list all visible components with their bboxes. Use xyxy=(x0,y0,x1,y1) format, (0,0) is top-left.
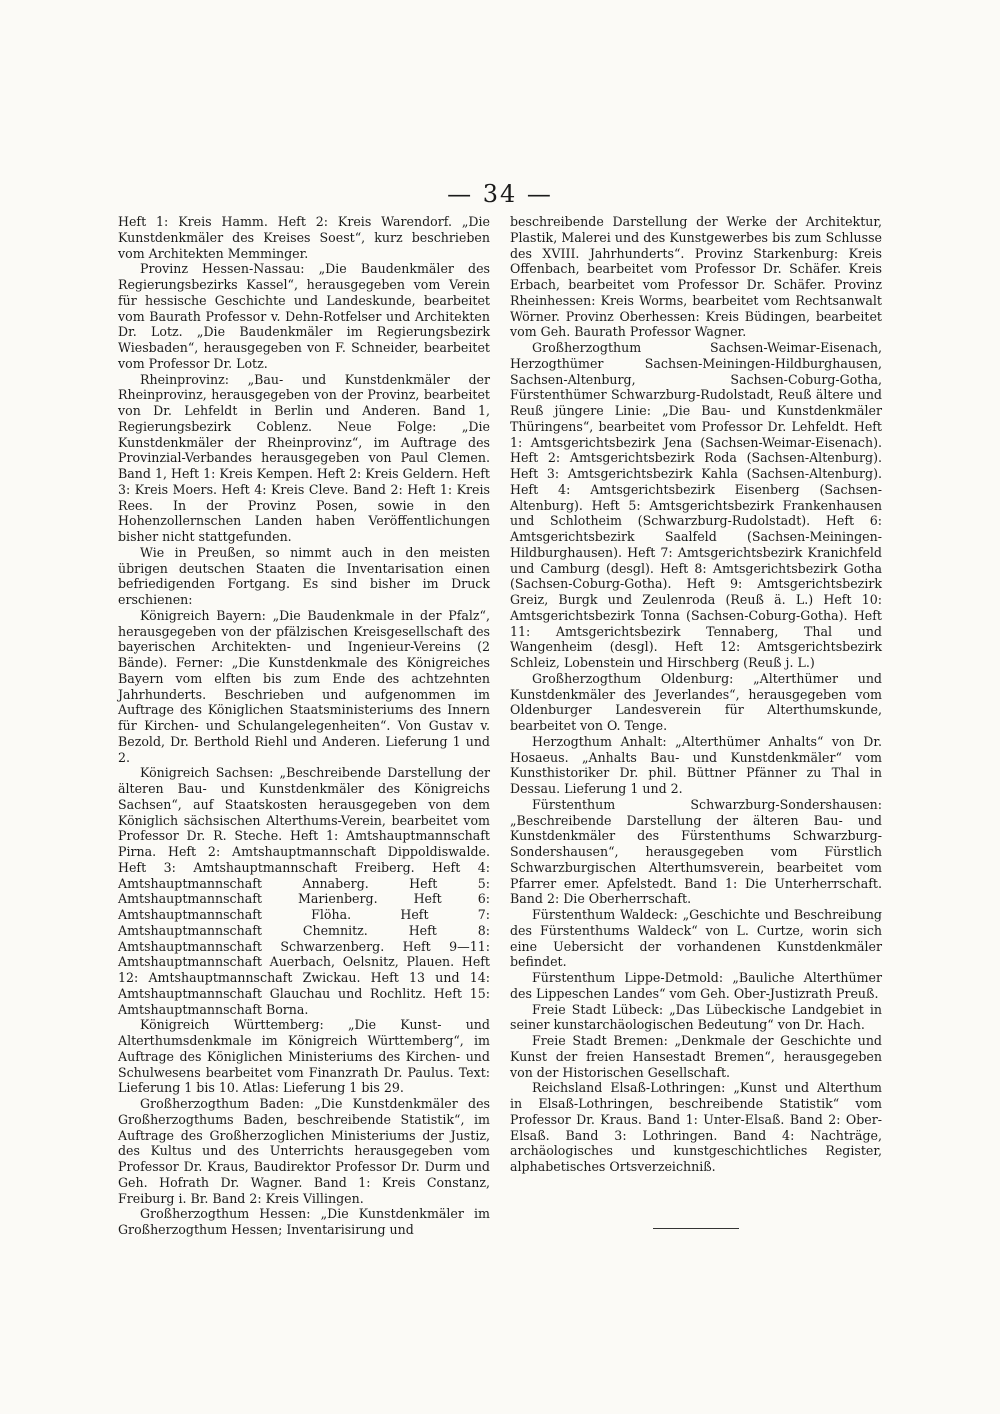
paragraph: Königreich Württemberg: „Die Kunst- und Alterthumsdenkmale im Königreich Württemberg“, im Auftrage des Königlichen Ministeriums des Kirchen- und Schulwesens bearbeitet vom Finanzrath Dr. Paulus. Text: Lieferung 1 bis 10. Atlas: Lieferung 1 bis 29. xyxy=(118,1017,490,1096)
end-rule xyxy=(653,1228,739,1229)
paragraph: beschreibende Darstellung der Werke der Architektur, Plastik, Malerei und des Kunstgewerbes bis zum Schlusse des XVIII. Jahrhunderts“. Provinz Starkenburg: Kreis Offenbach, bearbeitet vom Professor Dr. Schäfer. Kreis Erbach, bearbeitet vom Professor Dr. Schäfer. Provinz Rheinhessen: Kreis Worms, bearbeitet vom Rechtsanwalt Wörner. Provinz Oberhessen: Kreis Büdingen, bearbeitet vom Geh. Baurath Professor Wagner. xyxy=(510,214,882,340)
paragraph: Fürstenthum Waldeck: „Geschichte und Beschreibung des Fürstenthums Waldeck“ von L. Curtze, worin sich eine Uebersicht der vorhandenen Kunstdenkmäler befindet. xyxy=(510,907,882,970)
paragraph: Rheinprovinz: „Bau- und Kunstdenkmäler der Rheinprovinz, herausgegeben von der Provinz, bearbeitet von Dr. Lehfeldt in Berlin und Anderen. Band 1, Regierungsbezirk Coblenz. Neue Folge: „Die Kunstdenkmäler der Rheinprovinz“, im Auftrage des Provinzial-Verbandes herausgegeben von Paul Clemen. Band 1, Heft 1: Kreis Kempen. Heft 2: Kreis Geldern. Heft 3: Kreis Moers. Heft 4: Kreis Cleve. Band 2: Heft 1: Kreis Rees. In der Provinz Posen, sowie in den Hohenzollernschen Landen haben Veröffentlichungen bisher nicht stattgefunden. xyxy=(118,371,490,544)
paragraph: Großherzogthum Hessen: „Die Kunstdenkmäler im Großherzogthum Hessen; Inventarisirung und xyxy=(118,1206,490,1237)
paragraph: Großherzogthum Sachsen-Weimar-Eisenach, Herzogthümer Sachsen-Meiningen-Hildburghausen, Sachsen-Altenburg, Sachsen-Coburg-Gotha, Fürstenthümer Schwarzburg-Rudolstadt, Reuß ältere und Reuß jüngere Linie: „Die Bau- und Kunstdenkmäler Thüringens“, bearbeitet vom Professor Dr. Lehfeldt. Heft 1: Amtsgerichtsbezirk Jena (Sachsen-Weimar-Eisenach). Heft 2: Amtsgerichtsbezirk Roda (Sachsen-Altenburg). Heft 3: Amtsgerichtsbezirk Kahla (Sachsen-Altenburg). Heft 4: Amtsgerichtsbezirk Eisenberg (Sachsen-Altenburg). Heft 5: Amtsgerichtsbezirk Frankenhausen und Schlotheim (Schwarzburg-Rudolstadt). Heft 6: Amtsgerichtsbezirk Saalfeld (Sachsen-Meiningen-Hildburghausen). Heft 7: Amtsgerichtsbezirk Kranichfeld und Camburg (desgl). Heft 8: Amtsgerichtsbezirk Gotha (Sachsen-Coburg-Gotha). Heft 9: Amtsgerichtsbezirk Greiz, Burgk und Zeulenroda (Reuß ä. L.) Heft 10: Amtsgerichtsbezirk Tonna (Sachsen-Coburg-Gotha). Heft 11: Amtsgerichtsbezirk Tennaberg, Thal und Wangenheim (desgl). Heft 12: Amtsgerichtsbezirk Schleiz, Lobenstein und Hirschberg (Reuß j. L.) xyxy=(510,340,882,670)
paragraph: Heft 1: Kreis Hamm. Heft 2: Kreis Warendorf. „Die Kunstdenkmäler des Kreises Soest“, kurz beschrieben vom Architekten Memminger. xyxy=(118,214,490,261)
paragraph: Freie Stadt Bremen: „Denkmale der Geschichte und Kunst der freien Hansestadt Bremen“, herausgegeben von der Historischen Gesellschaft. xyxy=(510,1033,882,1080)
paragraph: Königreich Sachsen: „Beschreibende Darstellung der älteren Bau- und Kunstdenkmäler des Königreichs Sachsen“, auf Staatskosten herausgegeben von dem Königlich sächsischen Alterthums-Verein, bearbeitet vom Professor Dr. R. Steche. Heft 1: Amtshauptmannschaft Pirna. Heft 2: Amtshauptmannschaft Dippoldiswalde. Heft 3: Amtshauptmannschaft Freiberg. Heft 4: Amtshauptmannschaft Annaberg. Heft 5: Amtshauptmannschaft Marienberg. Heft 6: Amtshauptmannschaft Flöha. Heft 7: Amtshauptmannschaft Chemnitz. Heft 8: Amtshauptmannschaft Schwarzenberg. Heft 9—11: Amtshauptmannschaft Auerbach, Oelsnitz, Plauen. Heft 12: Amtshauptmannschaft Zwickau. Heft 13 und 14: Amtshauptmannschaft Glauchau und Rochlitz. Heft 15: Amtshauptmannschaft Borna. xyxy=(118,765,490,1017)
paragraph: Provinz Hessen-Nassau: „Die Baudenkmäler des Regierungsbezirks Kassel“, herausgegeben vom Verein für hessische Geschichte und Landeskunde, bearbeitet vom Baurath Professor v. Dehn-Rotfelser und Architekten Dr. Lotz. „Die Baudenkmäler im Regierungsbezirk Wiesbaden“, herausgegeben von F. Schneider, bearbeitet vom Professor Dr. Lotz. xyxy=(118,261,490,371)
page-number: — 34 — xyxy=(447,180,553,208)
paragraph: Reichsland Elsaß-Lothringen: „Kunst und Alterthum in Elsaß-Lothringen, beschreibende Statistik“ vom Professor Dr. Kraus. Band 1: Unter-Elsaß. Band 2: Ober-Elsaß. Band 3: Lothringen. Band 4: Nachträge, archäologisches und kunstgeschichtliches Register, alphabetisches Ortsverzeichniß. xyxy=(510,1080,882,1174)
paragraph: Fürstenthum Lippe-Detmold: „Bauliche Alterthümer des Lippeschen Landes“ vom Geh. Ober-Justizrath Preuß. xyxy=(510,970,882,1001)
paragraph: Herzogthum Anhalt: „Alterthümer Anhalts“ von Dr. Hosaeus. „Anhalts Bau- und Kunstdenkmäler“ vom Kunsthistoriker Dr. phil. Büttner Pfänner zu Thal in Dessau. Lieferung 1 und 2. xyxy=(510,733,882,796)
left-column xyxy=(118,214,490,1238)
paragraph: Großherzogthum Baden: „Die Kunstdenkmäler des Großherzogthums Baden, beschreibende Statistik“, im Auftrage des Großherzoglichen Ministeriums der Justiz, des Kultus und des Unterrichts herausgegeben vom Professor Dr. Kraus, Baudirektor Professor Dr. Durm und Geh. Hofrath Dr. Wagner. Band 1: Kreis Constanz, Freiburg i. Br. Band 2: Kreis Villingen. xyxy=(118,1096,490,1206)
paragraph: Großherzogthum Oldenburg: „Alterthümer und Kunstdenkmäler des Jeverlandes“, herausgegeben vom Oldenburger Landesverein für Alterthumskunde, bearbeitet von O. Tenge. xyxy=(510,670,882,733)
right-column xyxy=(510,214,882,1175)
paragraph: Wie in Preußen, so nimmt auch in den meisten übrigen deutschen Staaten die Inventarisation einen befriedigenden Fortgang. Es sind bisher im Druck erschienen: xyxy=(118,544,490,607)
paragraph: Freie Stadt Lübeck: „Das Lübeckische Landgebiet in seiner kunstarchäologischen Bedeutung“ von Dr. Hach. xyxy=(510,1001,882,1033)
paragraph: Königreich Bayern: „Die Baudenkmale in der Pfalz“, herausgegeben von der pfälzischen Kreisgesellschaft des bayerischen Architekten- und Ingenieur-Vereins (2 Bände). Ferner: „Die Kunstdenkmale des Königreiches Bayern vom elften bis zum Ende des achtzehnten Jahrhunderts. Beschrieben und aufgenommen im Auftrage des Königlichen Staatsministeriums des Innern für Kirchen- und Schulangelegenheiten“. Von Gustav v. Bezold, Dr. Berthold Riehl und Anderen. Lieferung 1 und 2. xyxy=(118,607,490,765)
paragraph: Fürstenthum Schwarzburg-Sondershausen: „Beschreibende Darstellung der älteren Bau- und Kunstdenkmäler des Fürstenthums Schwarzburg-Sondershausen“, herausgegeben vom Fürstlich Schwarzburgischen Alterthumsverein, bearbeitet vom Pfarrer emer. Apfelstedt. Band 1: Die Unterherrschaft. Band 2: Die Oberherrschaft. xyxy=(510,796,882,907)
